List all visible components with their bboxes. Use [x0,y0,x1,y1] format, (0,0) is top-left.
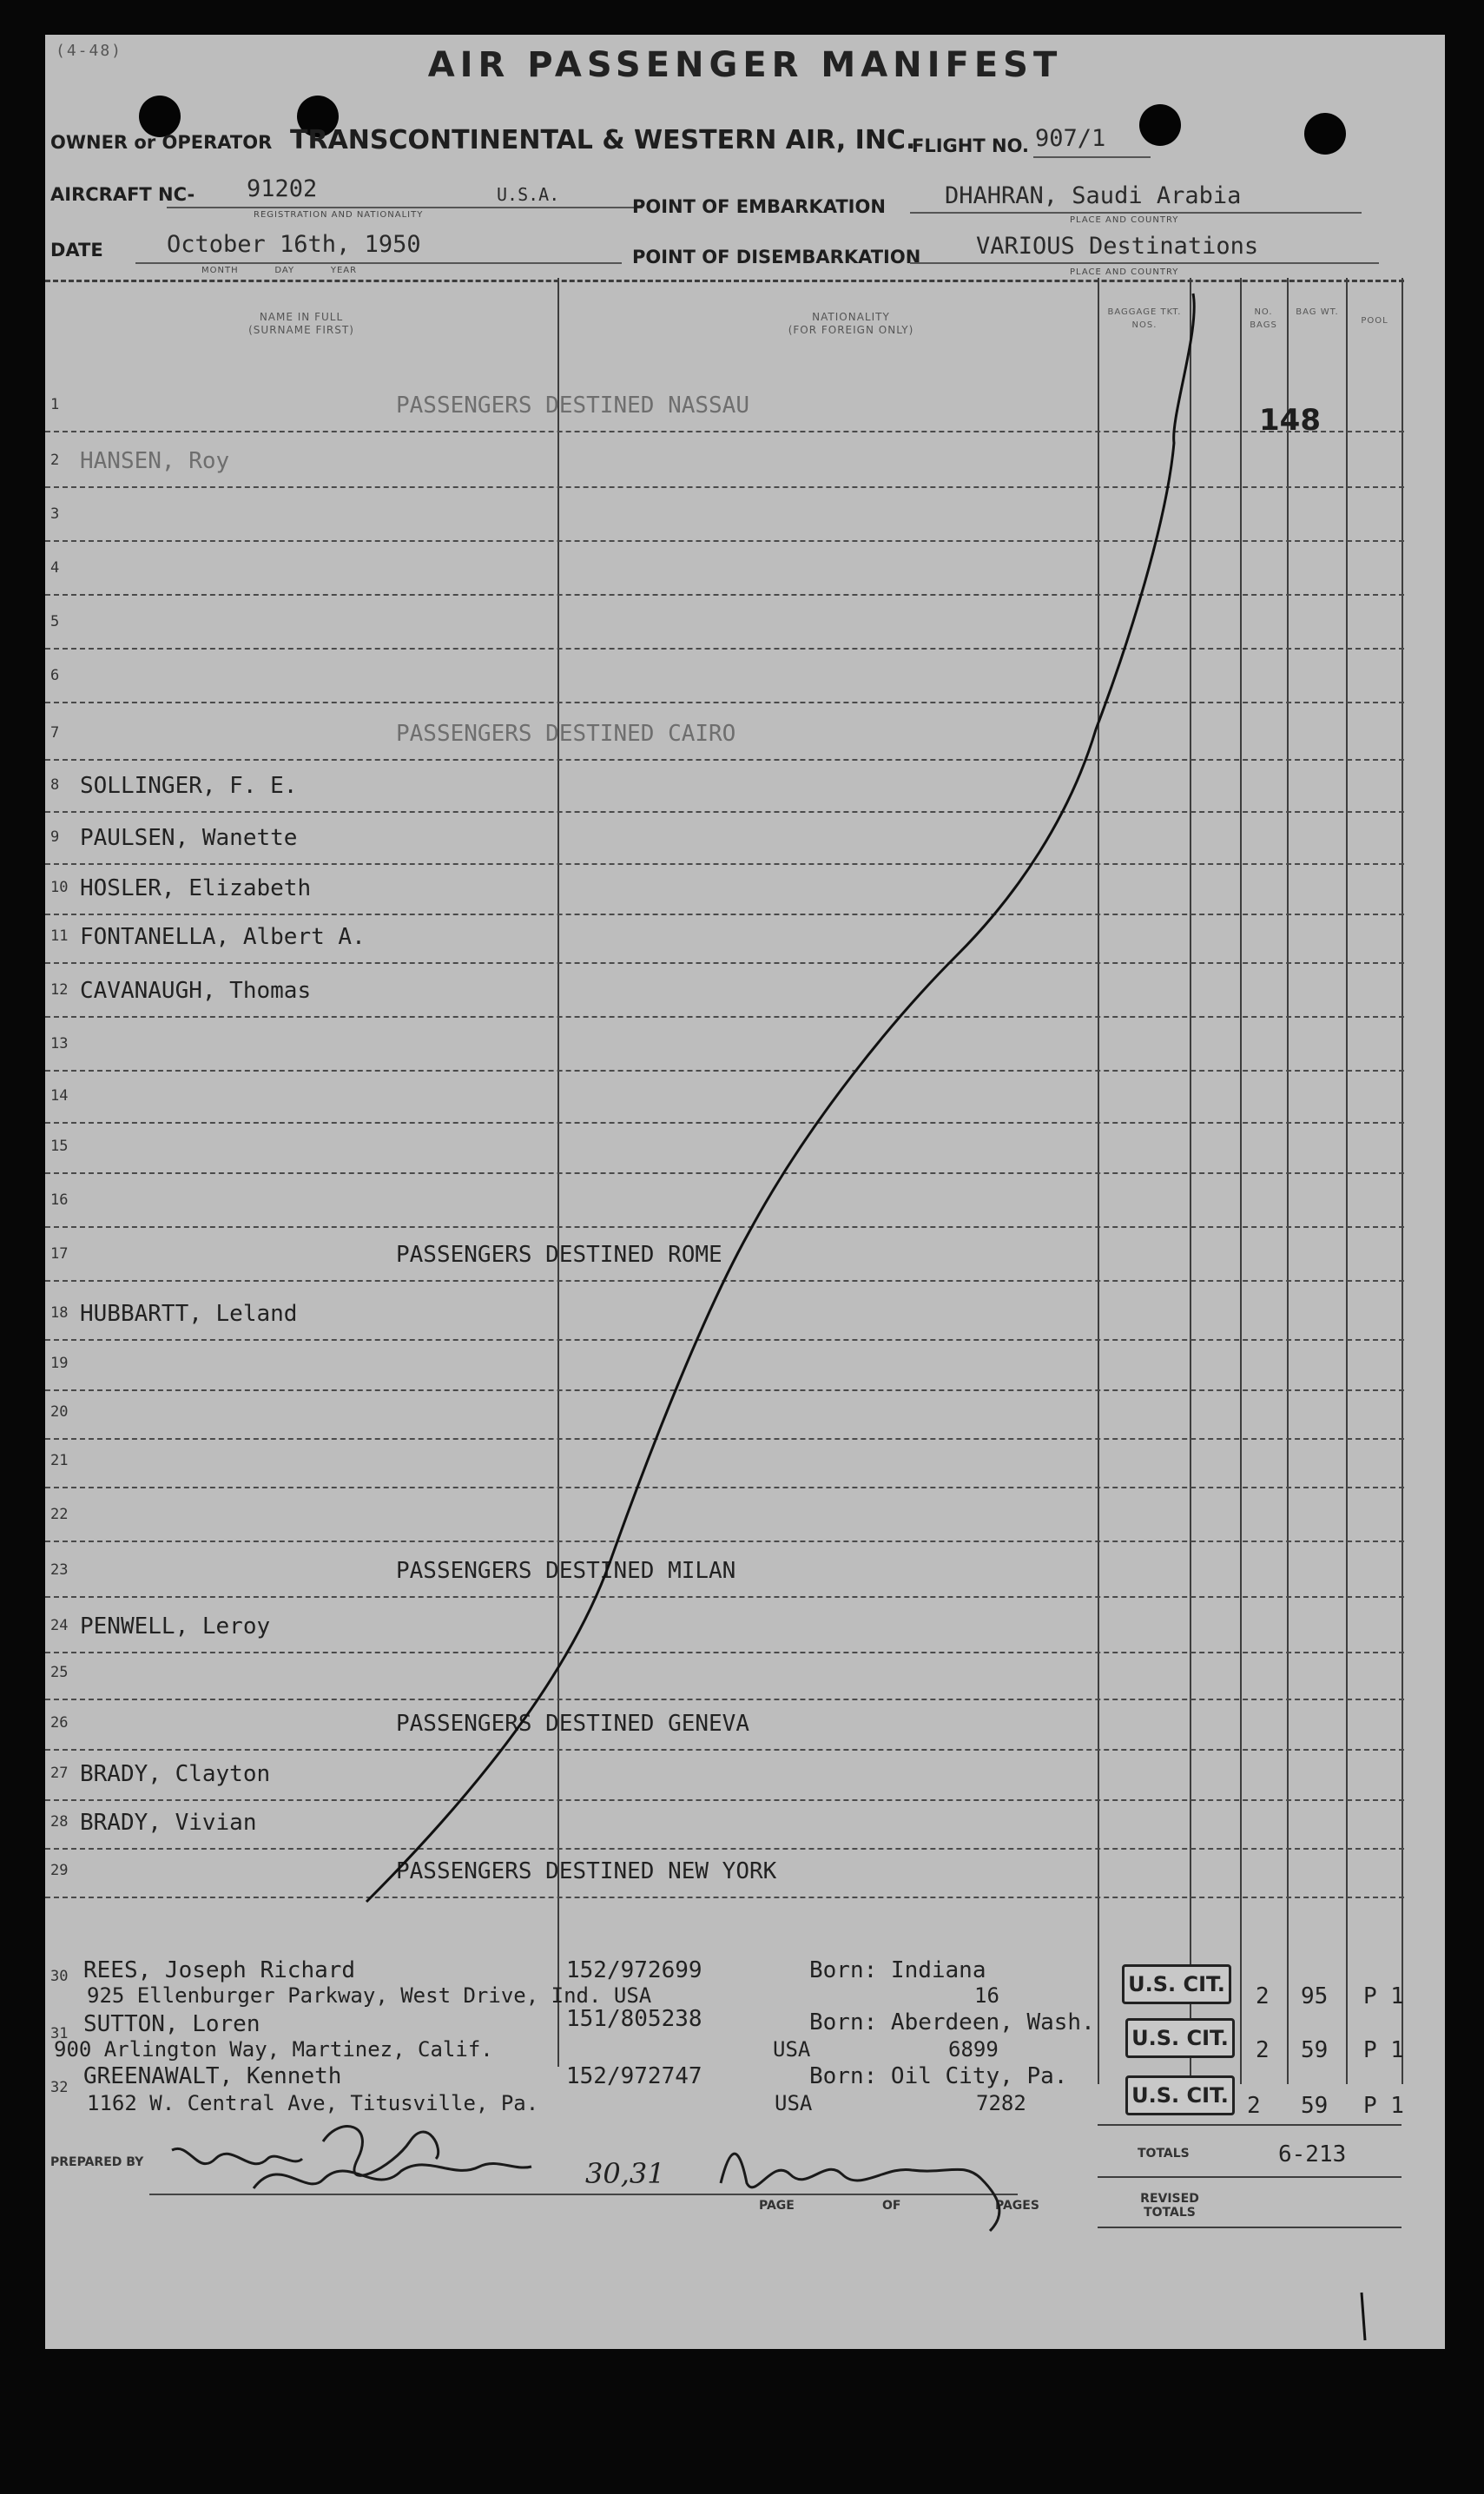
citizenship-stamp: U.S. CIT. [1125,2075,1235,2115]
diagonal-strike-line [366,294,1194,1902]
flight-number: 907/1 [1035,125,1106,152]
bottom-tick-mark [1362,2293,1365,2340]
destination-heading: PASSENGERS DESTINED GENEVA [396,1711,749,1737]
passenger-country: USA [773,2037,811,2062]
row-number: 25 [50,1664,69,1681]
pages-label: PAGES [995,2199,1039,2213]
passenger-bags: 2 [1256,1983,1270,2009]
row-number: 21 [50,1452,69,1469]
row-number: 29 [50,1862,69,1879]
row-number: 8 [50,776,60,794]
passenger-name: CAVANAUGH, Thomas [80,978,312,1004]
passenger-name: REES, Joseph Richard [83,1957,356,1983]
column-pool-header: POOL [1361,316,1388,326]
passenger-bags: 2 [1256,2037,1270,2063]
row-number: 16 [50,1191,69,1209]
passenger-weight: 59 [1301,2037,1329,2063]
disembarkation-label: POINT OF DISEMBARKATION [632,247,921,267]
date-label: DATE [50,240,103,261]
passenger-name: BRADY, Vivian [80,1810,257,1836]
disembarkation-value: VARIOUS Destinations [976,233,1259,260]
passenger-birthplace: Born: Aberdeen, Wash. [809,2009,1095,2035]
passenger-ticket: 152/972747 [566,2063,702,2089]
signature-prepared-by [172,2127,439,2176]
row-number: 12 [50,981,69,999]
row-number: 6 [50,667,60,684]
row-number: 24 [50,1617,69,1634]
passenger-name: PENWELL, Leroy [80,1613,271,1640]
revised-totals-label: REVISED TOTALS [1140,2192,1199,2220]
passenger-address: 925 Ellenburger Parkway, West Drive, Ind. USA [87,1983,652,2008]
passenger-pool: P 1 [1363,2037,1404,2063]
column-weight-header: BAG WT. [1296,307,1339,317]
row-number: 1 [50,396,60,413]
passenger-bags: 2 [1247,2093,1261,2119]
row-number: 23 [50,1561,69,1579]
row-number: 4 [50,559,60,577]
page-label: PAGE [759,2199,795,2213]
prepared-by-label: PREPARED BY [50,2155,144,2169]
date-value: October 16th, 1950 [167,231,421,258]
handwritten-page-note: 30,31 [585,2157,665,2190]
of-label: OF [882,2199,901,2213]
column-name-label: NAME IN FULL [259,311,344,323]
row-number: 7 [50,724,60,742]
form-code: (4-48) [56,42,123,60]
row-number: 19 [50,1355,69,1372]
passenger-birthplace: Born: Oil City, Pa. [809,2063,1068,2089]
row-number: 27 [50,1765,69,1782]
passenger-code: 7282 [976,2091,1026,2115]
row-number: 10 [50,879,69,896]
destination-heading: PASSENGERS DESTINED MILAN [396,1558,736,1584]
row-number: 26 [50,1714,69,1732]
row-number: 28 [50,1813,69,1831]
passenger-name: SUTTON, Loren [83,2011,261,2037]
embarkation-sublabel: PLACE AND COUNTRY [1070,215,1179,225]
embarkation-label: POINT OF EMBARKATION [632,196,886,217]
row-number: 17 [50,1245,69,1263]
destination-heading: PASSENGERS DESTINED NASSAU [396,393,749,419]
passenger-name: HANSEN, Roy [80,448,230,474]
date-sublabel: MONTH DAY YEAR [201,266,358,275]
column-bags-header: NO. BAGS [1250,307,1277,330]
passenger-pool: P 1 [1363,2093,1404,2119]
passenger-pool: P 1 [1363,1983,1404,2009]
row-number: 18 [50,1304,69,1322]
row-number: 32 [50,2079,69,2096]
destination-heading: PASSENGERS DESTINED NEW YORK [396,1858,777,1884]
column-nationality-sublabel: (FOR FOREIGN ONLY) [788,324,914,336]
passenger-address: 900 Arlington Way, Martinez, Calif. [54,2037,493,2062]
totals-value: 6-213 [1278,2141,1347,2167]
passenger-name: HOSLER, Elizabeth [80,875,312,901]
aircraft-sublabel: REGISTRATION AND NATIONALITY [254,210,424,220]
passenger-name: SOLLINGER, F. E. [80,773,298,799]
aircraft-nationality: U.S.A. [497,184,560,205]
flight-label: FLIGHT NO. [912,135,1029,156]
row-number: 9 [50,828,60,846]
row-number: 5 [50,613,60,630]
signature-second [254,2163,531,2188]
owner-name: TRANSCONTINENTAL & WESTERN AIR, INC. [290,125,916,155]
passenger-name: BRADY, Clayton [80,1761,271,1787]
passenger-birthplace: Born: Indiana [809,1957,986,1983]
signature-right [721,2154,999,2231]
row-number: 3 [50,505,60,523]
citizenship-stamp: U.S. CIT. [1122,1964,1231,2004]
row1-bag-weight: 148 [1259,403,1321,438]
passenger-ticket: 151/805238 [566,2006,702,2032]
row-number: 2 [50,452,60,469]
passenger-code: 6899 [948,2037,999,2062]
column-name-sublabel: (SURNAME FIRST) [248,324,354,336]
row-number: 14 [50,1087,69,1105]
passenger-name: HUBBARTT, Leland [80,1301,298,1327]
totals-label: TOTALS [1138,2147,1190,2161]
passenger-weight: 59 [1301,2093,1329,2119]
citizenship-stamp: U.S. CIT. [1125,2018,1235,2058]
handwriting-overlay [45,35,1445,2349]
aircraft-label: AIRCRAFT NC- [50,184,195,205]
manifest-title: AIR PASSENGER MANIFEST [427,45,1063,85]
aircraft-registration: 91202 [247,175,318,202]
column-ticket-header: BAGGAGE TKT. NOS. [1107,307,1182,330]
destination-heading: PASSENGERS DESTINED CAIRO [396,721,736,747]
destination-heading: PASSENGERS DESTINED ROME [396,1242,722,1268]
row-number: 13 [50,1035,69,1052]
embarkation-value: DHAHRAN, Saudi Arabia [945,182,1242,209]
manifest-sheet [45,35,1445,2349]
owner-label: OWNER or OPERATOR [50,132,273,153]
passenger-country: USA [775,2091,813,2115]
row-number: 31 [50,2025,69,2042]
passenger-name: FONTANELLA, Albert A. [80,924,366,950]
passenger-name: PAULSEN, Wanette [80,825,298,851]
passenger-code: 16 [974,1983,999,2008]
row-number: 11 [50,927,69,945]
passenger-ticket: 152/972699 [566,1957,702,1983]
passenger-weight: 95 [1301,1983,1329,2009]
row-number: 20 [50,1403,69,1421]
row-number: 22 [50,1506,69,1523]
disembarkation-sublabel: PLACE AND COUNTRY [1070,267,1179,277]
passenger-address: 1162 W. Central Ave, Titusville, Pa. [87,2091,539,2115]
column-nationality-label: NATIONALITY [812,311,890,323]
row-number: 30 [50,1968,69,1985]
row-number: 15 [50,1138,69,1155]
passenger-name: GREENAWALT, Kenneth [83,2063,342,2089]
